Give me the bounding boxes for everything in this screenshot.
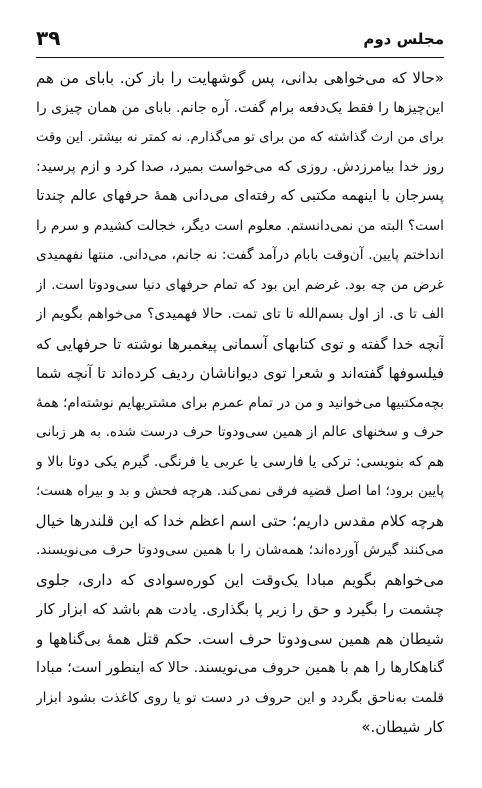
text-line: هرچه کلام مقدس داریم؛ حتی اسم اعظم خدا که این قلندرها خیال <box>36 511 444 530</box>
running-head-title: مجلس دوم <box>363 30 444 48</box>
text-line: می‌خواهم بگویم مبادا یک‌وقت این کوره‌سوادی که داری، جلوی <box>36 570 444 589</box>
text-line: هم که بنویسی: ترکی یا فارسی یا عربی یا فرنگی. گیرم یکی دوتا بالا و <box>36 453 444 470</box>
header-divider <box>36 57 444 58</box>
text-line: روز خدا بیامرزدش. روزی که می‌خواست بمیرد، صدا کرد و ازم پرسید: <box>36 158 444 175</box>
text-line: غرض من چه بود. غرضم این بود که تمام حرفهای دنیا سی‌ودوتا است. از <box>36 276 444 293</box>
text-line: گناهکارها را هم با همین حروف می‌نویسند. حالا که اینطور است؛ مبادا <box>36 660 444 676</box>
text-line: «حالا که می‌خواهی بدانی، پس گوشهایت را باز کن. بابای من هم <box>36 69 444 87</box>
text-line: چشمت را بگیرد و حق را زیر پا بگذاری. یادت هم باشد که ابزار کار <box>36 601 444 618</box>
text-line: این‌چیزها را فقط یک‌دفعه برام گفت. آره جانم. بابای من همان چیزی را <box>36 99 444 116</box>
text-line: کار شیطان.» <box>361 718 444 736</box>
text-line: پایین برود؛ اما اصل قضیه فرقی نمی‌کند. هرچه فحش و بد و بیراه هست؛ <box>36 483 444 499</box>
text-line: انداختم پایین. آن‌وقت بابام درآمد گفت: نه جانم، می‌دانی. منتها نفهمیدی <box>36 247 444 263</box>
text-line: حرف و سخنهای عالم از همین سی‌ودوتا حرف درست شده. به هر زبانی <box>36 424 444 440</box>
text-line: شیطان هم همین سی‌ودوتا حرف است. حکم قتل همهٔ بی‌گناهها و <box>36 629 444 648</box>
text-line: برای من ارث گذاشته که من برای تو می‌گذارم. نه کمتر نه بیشتر. این وقت <box>36 130 444 145</box>
body-text <box>36 64 444 743</box>
text-line: الف تا ی. از اول بسم‌الله تا تای تمت. حالا فهمیدی؟ می‌خواهم بگویم از <box>36 306 444 322</box>
text-line: بچه‌مکتبیها می‌خوانید و من در تمام عمرم برای مشتریهایم نوشته‌ام؛ همهٔ <box>36 394 444 411</box>
text-line: پسرجان با اینهمه مکتبی که رفته‌ای می‌دانی همهٔ حرفهای عالم چندتا <box>36 188 444 204</box>
text-line: می‌کنند گیرش آورده‌اند؛ همه‌شان را با همین سی‌ودوتا حرف می‌نویسند. <box>36 542 444 558</box>
text-line: آنچه خدا گفته و توی کتابهای آسمانی پیغمبرها نوشته تا حرفهایی که <box>36 335 444 353</box>
text-line: فیلسوفها گفته‌اند و شعرا توی دیواناشان ردیف کرده‌اند تا آنچه شما <box>36 365 444 382</box>
page-header <box>36 26 444 54</box>
text-line: قلمت به‌ناحق بگردد و این حروف در دست تو یا روی کاغذت بشود ابزار <box>36 689 444 706</box>
page-number: ۳۹ <box>36 26 61 50</box>
text-line: است؟ البته من نمی‌دانستم. معلوم است دیگر، خجالت کشیدم و سرم را <box>36 217 444 234</box>
